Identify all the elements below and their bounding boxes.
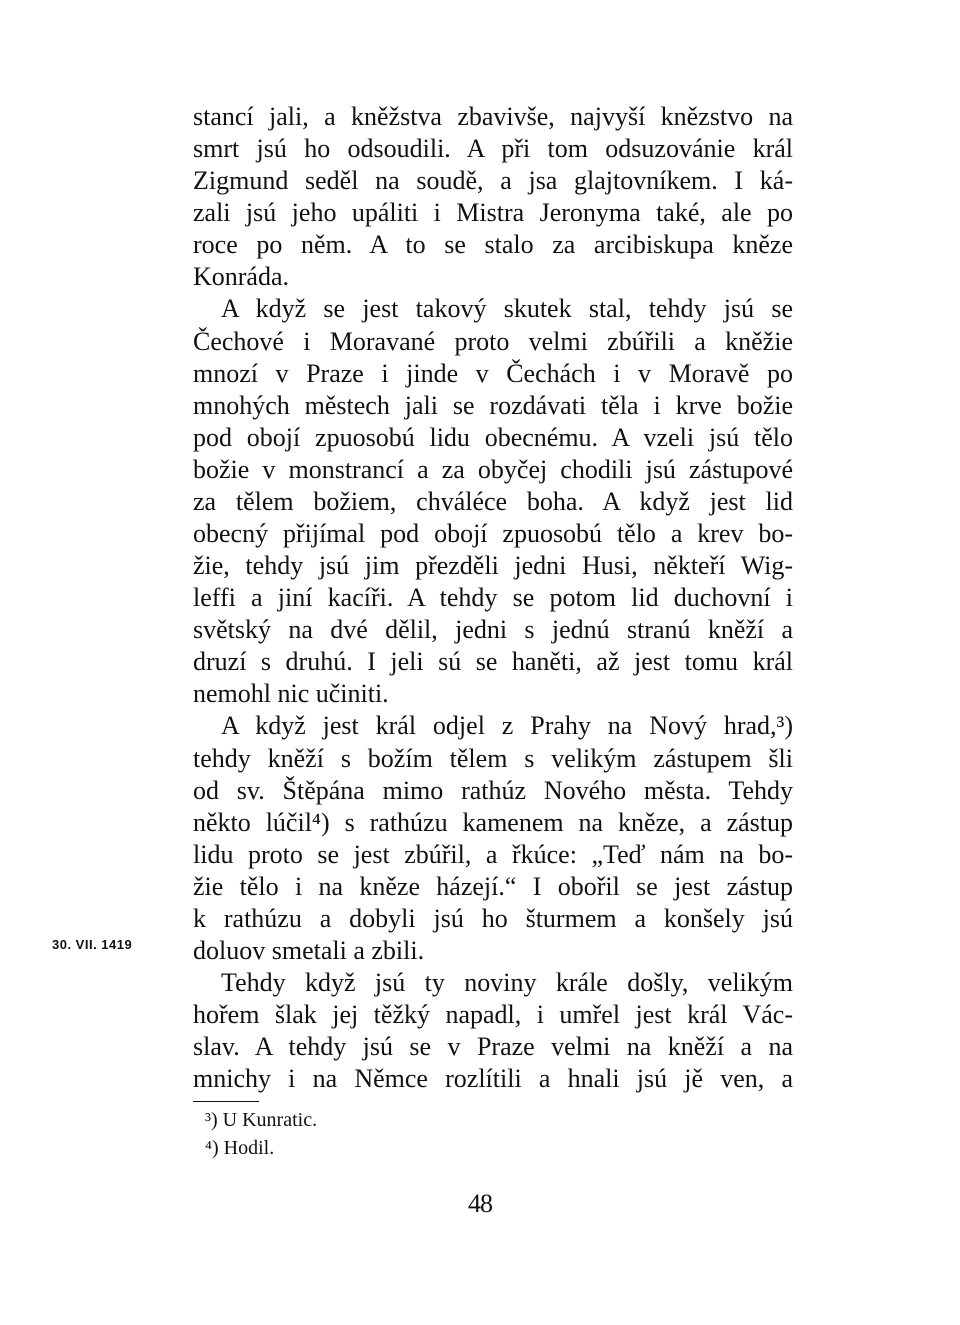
text-line: tehdy kněží s božím tělem s velikým zástupem šli [193, 743, 793, 773]
text-line: nemohl nic učiniti. [193, 679, 389, 709]
footnote: ³) U Kunratic. [205, 1109, 318, 1131]
text-line: roce po něm. A to se stalo za arcibiskupa kněze [193, 230, 793, 260]
text-line: od sv. Štěpána mimo rathúz Nového města. Tehdy [193, 775, 793, 805]
text-line: Zigmund seděl na soudě, a jsa glajtovníkem. I ká- [193, 166, 793, 196]
text-line: Čechové i Moravané proto velmi zbúřili a kněžie [193, 326, 793, 356]
text-line: leffi a jiní kacíři. A tehdy se potom lid duchovní i [193, 583, 793, 613]
text-line: božie v monstrancí a za obyčej chodili jsú zástupové [193, 454, 793, 484]
text-line: A když se jest takový skutek stal, tehdy jsú se [221, 294, 793, 324]
text-line: hořem šlak jej těžký napadl, i umřel jest král Vác- [193, 1000, 793, 1030]
text-line: světský na dvé dělil, jedni s jednú stranú kněží a [193, 615, 793, 645]
footnote: ⁴) Hodil. [205, 1137, 275, 1159]
page-number: 48 [468, 1189, 492, 1218]
text-line: zali jsú jeho upáliti i Mistra Jeronyma také, ale po [193, 198, 793, 228]
text-line: mnichy i na Němce rozlítili a hnali jsú jě ven, a [193, 1064, 793, 1094]
footnote-divider [193, 1101, 259, 1102]
text-line: A když jest král odjel z Prahy na Nový hrad,³) [221, 711, 793, 741]
text-line: žie, tehdy jsú jim přezděli jedni Husi, někteří Wig- [193, 551, 793, 581]
text-line: Tehdy když jsú ty noviny krále došly, velikým [221, 968, 793, 998]
footnotes [205, 1106, 605, 1162]
margin-date-note: 30. VII. 1419 [52, 937, 133, 952]
text-line: stancí jali, a kněžstva zbavivše, najvyší knězstvo na [193, 102, 793, 131]
text-line: Konráda. [193, 262, 290, 292]
text-line: slav. A tehdy jsú se v Praze velmi na kněží a na [193, 1032, 793, 1062]
text-line: druzí s druhú. I jeli sú se haněti, až jest tomu král [193, 647, 793, 677]
text-line: mnozí v Praze i jinde v Čechách i v Moravě po [193, 358, 793, 388]
text-line: doluov smetali a zbili. [193, 936, 425, 966]
text-line: k rathúzu a dobyli jsú ho šturmem a konšely jsú [193, 903, 793, 933]
body-text [193, 101, 793, 1095]
text-line: smrt jsú ho odsoudili. A při tom odsuzovánie král [193, 134, 793, 164]
text-line: mnohých městech jali se rozdávati těla i krve božie [193, 390, 793, 420]
text-line: pod obojí zpuosobú lidu obecnému. A vzeli jsú tělo [193, 422, 793, 452]
text-line: lidu proto se jest zbúřil, a řkúce: „Teď nám na bo- [193, 839, 793, 869]
text-line: obecný přijímal pod obojí zpuosobú tělo a krev bo- [193, 519, 793, 549]
text-line: někto lúčil⁴) s rathúzu kamenem na kněze, a zástup [193, 807, 793, 837]
text-line: žie tělo i na kněze házejí.“ I obořil se jest zástup [193, 871, 793, 901]
text-line: za tělem božiem, chváléce boha. A když jest lid [193, 486, 793, 516]
